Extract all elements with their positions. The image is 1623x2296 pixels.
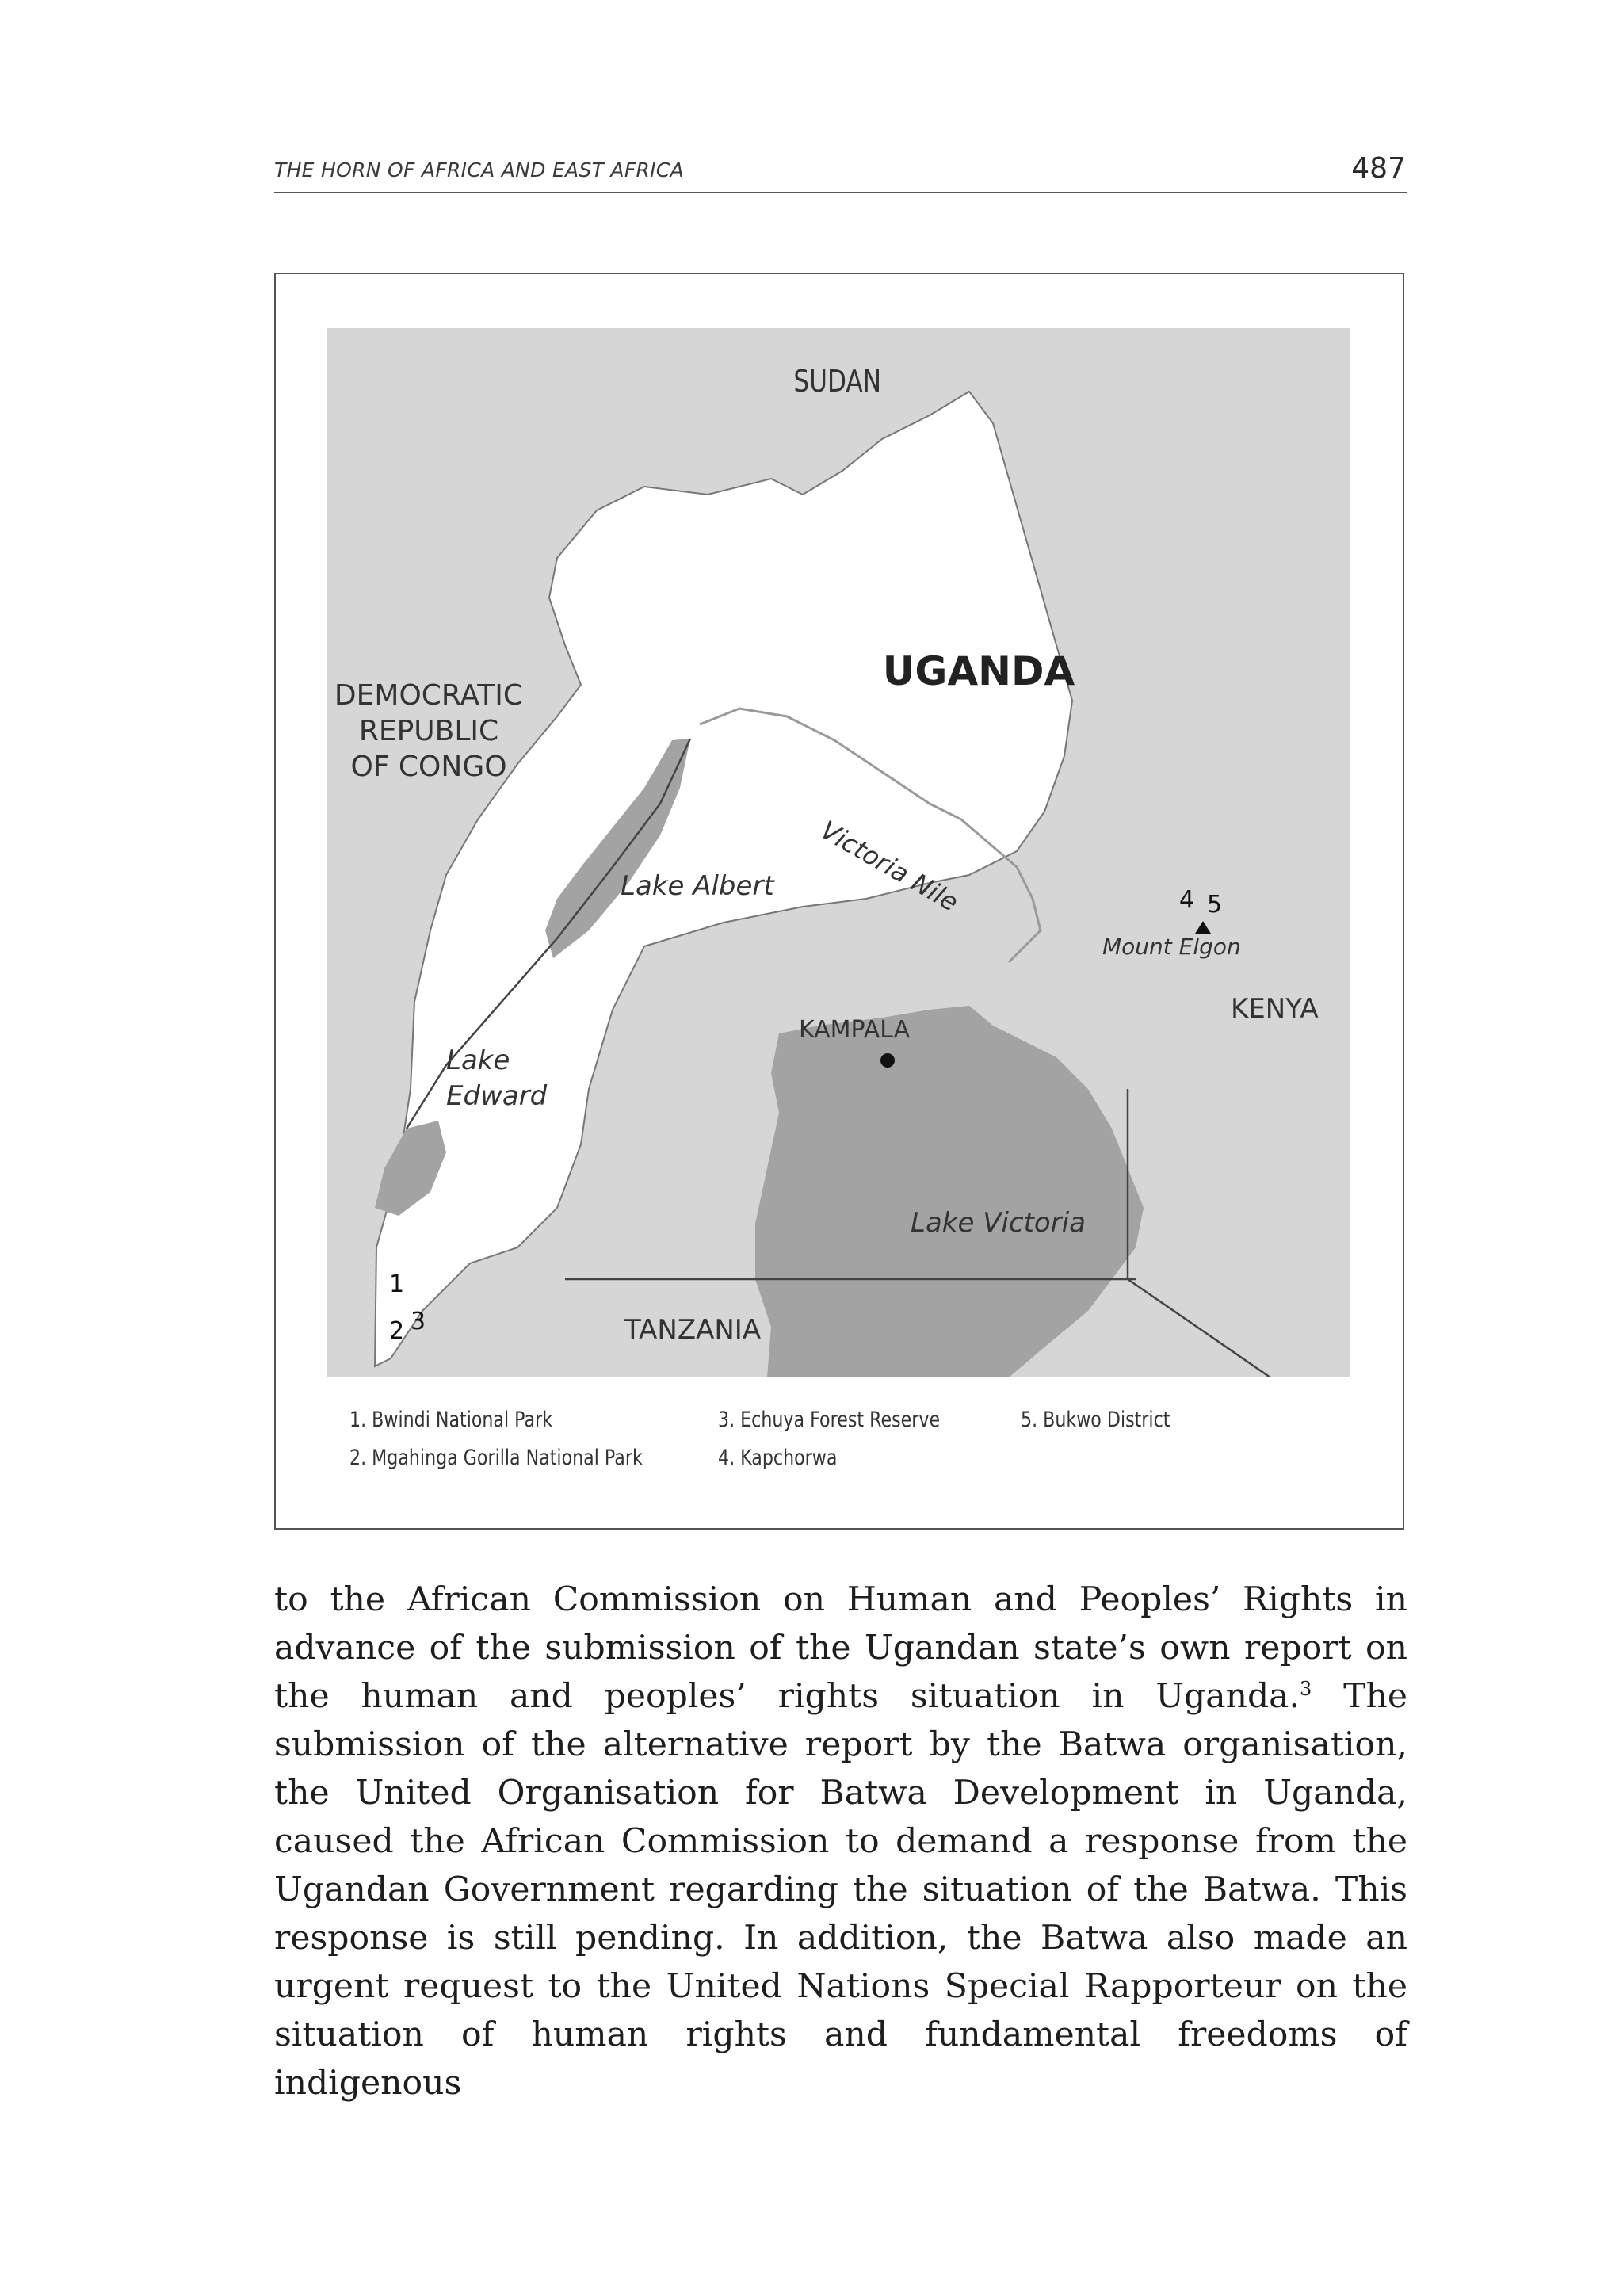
marker-4: 4 <box>1179 886 1195 914</box>
legend-item-3: 3. Echuya Forest Reserve <box>718 1408 941 1432</box>
body-paragraph <box>274 1576 1407 2107</box>
label-kenya: KENYA <box>1231 993 1319 1025</box>
body-text-part1: to the African Commission on Human and Peoples’ Rights in advance of the submission of the Ugandan state’s own report on the human and peoples’ rights situation in Uganda. <box>274 1580 1407 1716</box>
label-kampala: KAMPALA <box>799 1016 911 1044</box>
legend-item-2: 2. Mgahinga Gorilla National Park <box>349 1446 643 1470</box>
page-number: 487 <box>1351 152 1406 185</box>
label-drc-line2: REPUBLIC <box>358 715 499 747</box>
label-mount-elgon: Mount Elgon <box>1102 934 1241 960</box>
marker-2: 2 <box>389 1317 405 1345</box>
marker-1: 1 <box>389 1270 405 1298</box>
body-text-part2: The submission of the alternative report by the Batwa organisation, the United Organisation for Batwa Development in Uganda, caused the African Commission to demand a response from the Ugandan Government regarding the situation of the Batwa. This response is still pending. In addition, the Batwa also made an urgent request to the United Nations Special Rapporteur on the situation of human rights and fundamental freedoms of indigenous <box>274 1677 1407 2103</box>
legend-item-5: 5. Bukwo District <box>1021 1408 1170 1432</box>
label-lake-albert: Lake Albert <box>621 870 774 902</box>
marker-5: 5 <box>1207 891 1223 919</box>
label-lake-victoria: Lake Victoria <box>911 1207 1086 1239</box>
label-lake-edward-line2: Edward <box>446 1080 548 1112</box>
label-lake-edward-line1: Lake <box>446 1045 510 1076</box>
label-sudan: SUDAN <box>793 365 882 399</box>
label-victoria-nile: Victoria Nile <box>815 815 964 918</box>
legend-item-4: 4. Kapchorwa <box>718 1446 838 1470</box>
label-drc-line1: DEMOCRATIC <box>334 679 524 712</box>
label-tanzania: TANZANIA <box>624 1314 762 1346</box>
marker-3: 3 <box>411 1308 426 1335</box>
header-rule <box>274 192 1407 193</box>
label-drc-line3: OF CONGO <box>350 751 507 783</box>
footnote-reference: 3 <box>1300 1677 1312 1700</box>
running-head: THE HORN OF AFRICA AND EAST AFRICA <box>274 159 685 181</box>
kampala-dot <box>880 1053 895 1068</box>
legend-item-1: 1. Bwindi National Park <box>349 1408 553 1432</box>
label-uganda: UGANDA <box>882 648 1075 694</box>
uganda-map <box>327 328 1350 1377</box>
